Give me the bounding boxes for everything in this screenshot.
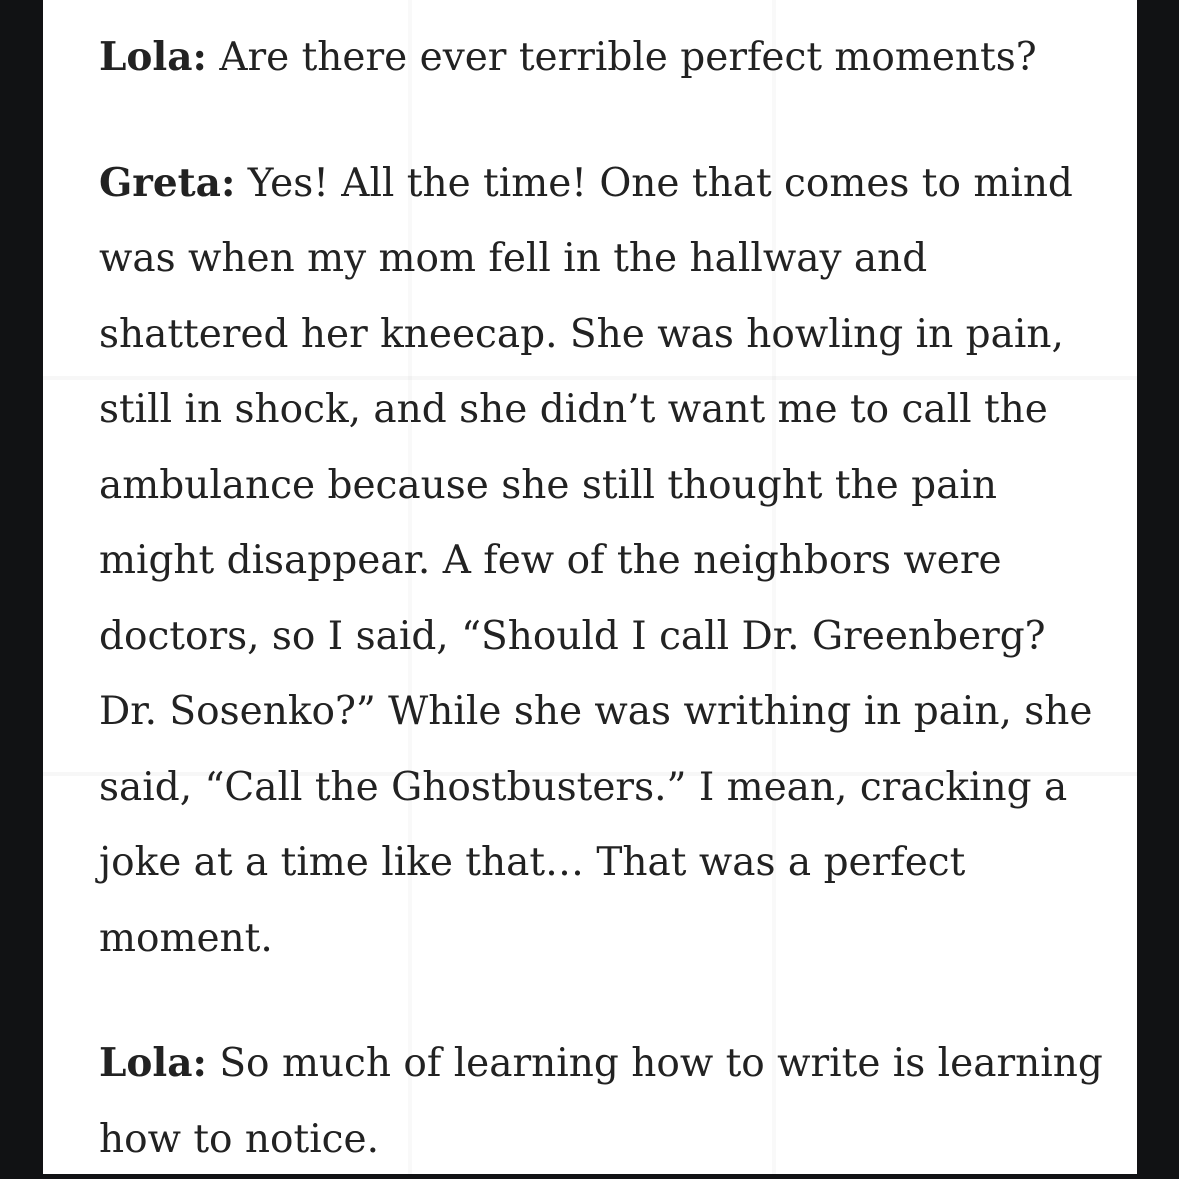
article-page bbox=[43, 0, 1137, 1174]
speaker-separator: : bbox=[192, 34, 207, 80]
dialogue-text: So much of learning how to write is learning how to notice. bbox=[99, 1041, 1103, 1162]
dialogue-paragraph bbox=[99, 1026, 1109, 1174]
speaker-separator: : bbox=[220, 159, 236, 206]
dialogue-text: Yes! All the time! One that comes to mind was when my mom fell in the hallway and shattered her kneecap. She was howling in pain, still in shock, and she didn’t want me to call the ambulance because she still thought the pain might disappear. A few of the neighbors were doctors, so I said, “Should I call Dr. Greenberg? Dr. Sosenko?” While she was writhing in pain, she said, “Call the Ghostbusters.” I mean, cracking a joke at a time like that… That was a perfect moment. bbox=[99, 160, 1093, 961]
speaker-name: Lola bbox=[99, 34, 193, 80]
speaker-separator: : bbox=[192, 1040, 207, 1086]
interview-transcript bbox=[99, 20, 1109, 1174]
dialogue-text: Are there ever terrible perfect moments? bbox=[219, 35, 1037, 80]
speaker-name: Greta bbox=[99, 159, 221, 206]
dialogue-paragraph bbox=[99, 20, 1109, 96]
speaker-name: Lola bbox=[99, 1040, 193, 1086]
dialogue-paragraph bbox=[99, 146, 1109, 977]
